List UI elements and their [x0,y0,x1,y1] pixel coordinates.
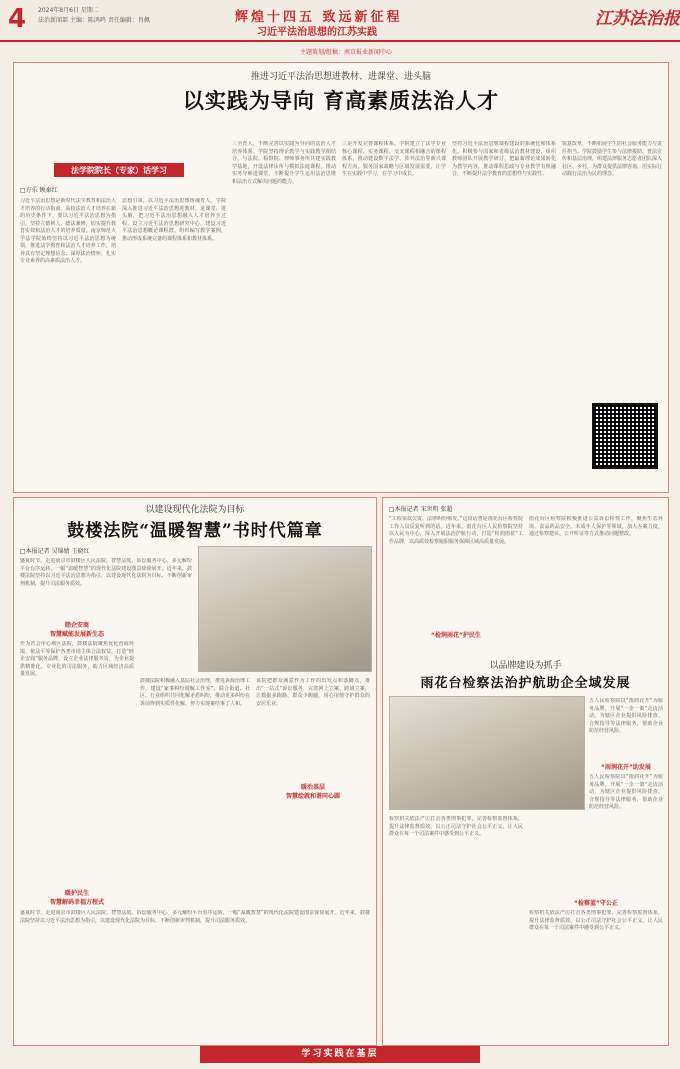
article2-kicker: 以建设现代化法院为目标 [145,505,245,515]
article3-para4: 检察机关依法严厉打击各类刑事犯罪，完善检察监督体系，提升法律监督质效，以公正司法守护社会公平正义，让人民群众在每一个司法案件中感受到公平正义。 [389,816,523,837]
article2-para1: 盛夏时节，走进南京市鼓楼区人民法院，智慧法庭、诉讼服务中心、多元解纷平台有序运转，一幅“温暖智慧”的现代化法院建设图景徐徐展开。近年来，鼓楼法院坚持以习近平法治思想为指引，以建设现代化法院为目标，不断创新审判机制，提升司法服务质效。 [20,558,192,587]
footer-banner: 学习实践在基层 [200,1046,480,1063]
article2-para5: 盛夏时节，走进南京市鼓楼区人民法院，智慧法庭、诉讼服务中心、多元解纷平台有序运转，一幅“温暖智慧”的现代化法院建设图景徐徐展开。近年来，鼓楼法院坚持以习近平法治思想为指引，以建设现代化法院为目标，不断创新审判机制，提升司法服务质效。 [20,910,370,924]
article1-byline: □方乐 顾秦红 [20,187,58,194]
article2-sub5: 暖护民生 [64,890,89,897]
date-line: 2024年8月6日 星期二 [38,7,99,14]
article3-para5: 五人民检察院以“雨润花开”为服务品牌，开展“一企一策”走访活动，为辖区企业提供风险排查、合规指导等法律服务，帮助企业防范经营风险。 [589,774,663,810]
article3-kicker: 以品牌建设为抓手 [489,661,562,671]
article3-para1: “工程领款欠资、法律纠纷频发。”这段话曾是雨花台区检察院工作人员反复听到的话。近年来，雨花台区人民检察院坚持以人民为中心，深入开展法治护航行动，打造“检润雨花”工作品牌，以高质效检察履职服务保障区域高质量发展。 [389,516,523,545]
article3-byline: □本报记者 宋世明 张超 [389,506,453,513]
page-number: 4 [8,4,27,34]
article2-sub3: 暖治基层 [300,784,325,791]
qr-code-icon [592,403,658,469]
article2-sub2: 智慧赋能发展新生态 [49,631,104,638]
article2-sub6: 智慧解码幸福方程式 [49,899,104,906]
article2-para3: 鼓楼法院积极融入基层社会治理，推进诉源治理工作，建设“家事纠纷调解工作室”，联合街道、社区、行业组织共同化解矛盾纠纷，推动更多纠纷在诉前得到实质性化解，努力实现案结事了人和。 [140,678,250,707]
article1-para5: 坚持习近平法治思想课程建设的系统化和体系化。积极参与国家和省级法治教材建设，组织教师团队开展教学研讨，把最新理论成果转化为教学内容，推动课程思政与专业教学有机融合，不断提升法学教育的思想性与实践性。 [452,141,556,177]
contact-line: 法治新闻部 主编：陈鸿鸣 责任编辑：肖佩 [38,17,150,24]
article3-para6: 检察机关依法严厉打击各类刑事犯罪，完善检察监督体系，提升法律监督质效，以公正司法守护社会公平正义，让人民群众在每一个司法案件中感受到公平正义。 [529,910,663,931]
article1-headline: 以实践为导向 育高素质法治人才 [182,88,500,113]
article3-sub1: “检润雨花”护民生 [431,632,481,639]
article2-headline: 鼓楼法院“温暖智慧”书时代篇章 [67,521,323,541]
article2-sub4: 智慧绘就和谐同心圆 [285,793,340,800]
article3-sub2: “雨润花开”助发展 [601,764,651,771]
editors-line: 主题策划/组稿：南京报业新闻中心 [300,49,393,56]
article1-banner: 法学院院长（专家）话学习 [54,163,184,177]
article3-para3: 五人民检察院以“雨润花开”为服务品牌，开展“一企一策”走访活动，为辖区企业提供风险排查、合规指导等法律服务，帮助企业防范经营风险。 [589,698,663,734]
article1-para2: 思想引领，以习近平法治思想铸魂育人。学院深入推进习近平法治思想进教材、进课堂、进头脑，把习近平法治思想融入人才培养全过程，设立习近平法治思想研究中心，建设习近平法治思想概论课程群，组织编写教学案例，推动形成系统完备的课程体系和教材体系。 [122,198,226,242]
newspaper-logo: 江苏法治报 [595,9,680,29]
article1-kicker: 推进习近平法治思想进教材、进课堂、进头脑 [250,72,431,82]
court-photo [198,546,372,672]
section-title: 习近平法治思想的江苏实践 [257,27,377,38]
article3-sub3: “检察蓝”守公正 [574,900,618,907]
article2-para4: 该院把群众满意作为工作的出发点和落脚点，推出“一站式”诉讼服务，完善网上立案、跨域立案，让数据多跑路、群众少跑腿，用心用情守护群众的安居乐业。 [256,678,370,707]
article-gulou-court [13,497,377,1046]
article-practice-oriented [13,62,669,493]
article3-headline: 雨花台检察法治护航助企全域发展 [420,676,631,691]
article1-para4: 三是开发完善课程体系。学院建立了法学专业核心课程、实务课程、交叉课程相融合的课程体系，推动建设数字法学、涉外法治等新兴课程方向，服务国家战略与区域发展需要，让学生在实践中学习，在学习中成长。 [342,141,446,177]
article2-byline: □本报记者 吴锦婧 王晓红 [20,548,90,555]
article3-para2: 雨花台区检察院积极推进公益诉讼检察工作，聚焦生态环境、食品药品安全、未成年人保护等领域，加大办案力度，通过检察建议、公开听证等方式推动问题整改。 [529,516,663,537]
article2-para2: 作为省会中心城区法院，鼓楼法院聚焦优化营商环境，依法平等保护各类市场主体合法权益，打造“睦企安商”服务品牌，设立企业法律服务站，为企业提供精准化、专业化的司法服务，助力区域经济高质量发展。 [20,641,134,677]
procuratorate-photo [389,696,585,810]
article2-sub1: 睦企安商 [64,622,89,629]
slogan: 辉煌十四五 致远新征程 [235,10,403,25]
article1-para3: 三全育人，不断完善以实践为导向的法治人才培养体系。学院坚持理论教学与实践教学相结合，与法院、检察院、律师事务所共建实践教学基地，开设法律诊所与模拟法庭课程，推动实务导师进课堂，不断提升学生运用法治思维和法治方式解决问题的能力。 [232,141,336,185]
article1-para1: 习近平法治思想是新时代法学教育和法治人才培养的行动指南。高校法治人才培养在新的历史条件下，要以习近平法治思想为指引，坚持立德树人、德法兼修，切实提升教育实效和法治人才的培养质量。南京师范大学法学院始终坚持以习近平法治思想为统领，推进法学教育和法治人才培养工作，培养具有坚定理想信念、深厚法治情怀、扎实专业素养的高素质法治人才。 [20,198,116,264]
article1-para6: 锐意改革，不断拓展学生的社会服务能力与责任担当。学院鼓励学生参与法律援助、普法宣传和基层治理，组建法律服务志愿者团队深入社区、乡村，为群众提供法律咨询，用实际行动践行法治为民的理念。 [562,141,662,177]
article-yuhuatai-procuratorate [382,497,669,1046]
